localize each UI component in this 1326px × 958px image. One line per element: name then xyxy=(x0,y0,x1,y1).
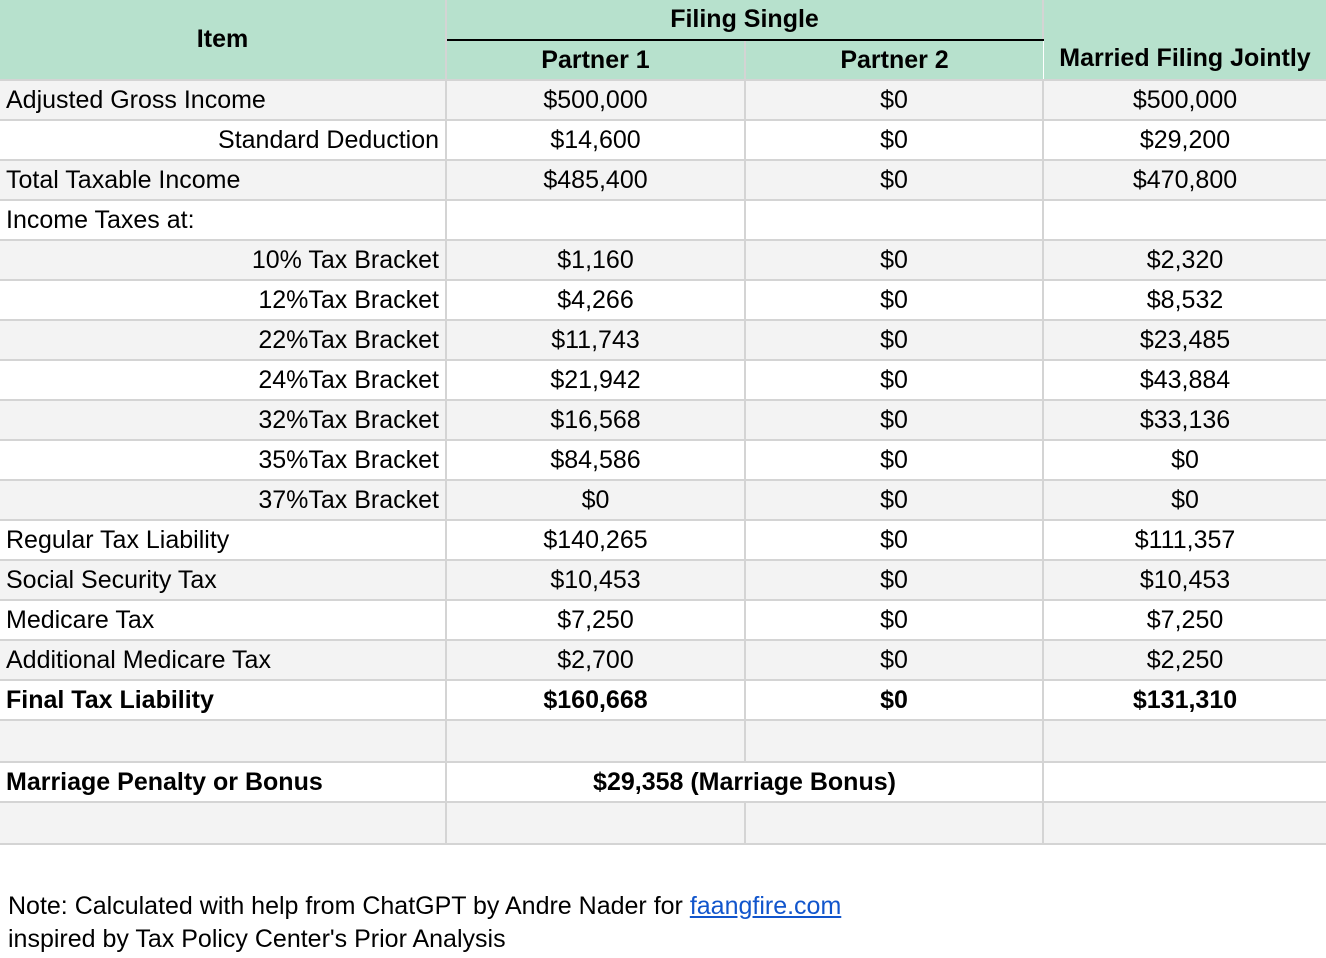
partner-1-cell[interactable]: $4,266 xyxy=(446,280,745,320)
empty-cell[interactable] xyxy=(1043,720,1326,762)
table-row xyxy=(0,280,1326,320)
partner-2-cell[interactable]: $0 xyxy=(745,240,1043,280)
marriage-penalty-label[interactable]: Marriage Penalty or Bonus xyxy=(0,762,446,802)
row-label[interactable]: 12%Tax Bracket xyxy=(0,280,446,320)
row-label[interactable]: Social Security Tax xyxy=(0,560,446,600)
table-row xyxy=(0,240,1326,280)
table-row xyxy=(0,560,1326,600)
partner-1-cell[interactable]: $2,700 xyxy=(446,640,745,680)
partner-2-cell[interactable]: $0 xyxy=(745,280,1043,320)
row-label[interactable]: Total Taxable Income xyxy=(0,160,446,200)
joint-cell[interactable]: $111,357 xyxy=(1043,520,1326,560)
partner-1-cell[interactable]: $84,586 xyxy=(446,440,745,480)
empty-cell[interactable] xyxy=(1043,802,1326,844)
row-label[interactable]: 10% Tax Bracket xyxy=(0,240,446,280)
partner-2-cell[interactable]: $0 xyxy=(745,400,1043,440)
partner-1-cell[interactable]: $14,600 xyxy=(446,120,745,160)
table-row xyxy=(0,120,1326,160)
joint-cell[interactable]: $43,884 xyxy=(1043,360,1326,400)
header-partner-1[interactable]: Partner 1 xyxy=(446,40,745,80)
table-row xyxy=(0,640,1326,680)
partner-2-cell[interactable]: $0 xyxy=(745,480,1043,520)
joint-cell[interactable]: $2,250 xyxy=(1043,640,1326,680)
joint-cell[interactable] xyxy=(1043,200,1326,240)
joint-cell[interactable]: $131,310 xyxy=(1043,680,1326,720)
empty-cell[interactable] xyxy=(745,802,1043,844)
joint-cell[interactable]: $10,453 xyxy=(1043,560,1326,600)
row-label[interactable]: 37%Tax Bracket xyxy=(0,480,446,520)
joint-cell[interactable]: $470,800 xyxy=(1043,160,1326,200)
row-label[interactable]: 22%Tax Bracket xyxy=(0,320,446,360)
table-row xyxy=(0,360,1326,400)
footnote-line-2: inspired by Tax Policy Center's Prior Analysis xyxy=(8,925,506,953)
row-label[interactable]: Regular Tax Liability xyxy=(0,520,446,560)
faangfire-link[interactable]: faangfire.com xyxy=(689,892,842,920)
marriage-penalty-value[interactable]: $29,358 (Marriage Bonus) xyxy=(446,762,1043,802)
joint-cell[interactable]: $7,250 xyxy=(1043,600,1326,640)
joint-cell[interactable]: $33,136 xyxy=(1043,400,1326,440)
row-label[interactable]: Income Taxes at: xyxy=(0,200,446,240)
row-label[interactable]: Standard Deduction xyxy=(0,120,446,160)
joint-cell[interactable]: $23,485 xyxy=(1043,320,1326,360)
header-filing-single[interactable]: Filing Single xyxy=(446,0,1043,40)
footnote xyxy=(8,890,841,956)
row-label[interactable]: 35%Tax Bracket xyxy=(0,440,446,480)
partner-2-cell[interactable]: $0 xyxy=(745,520,1043,560)
partner-1-cell[interactable]: $7,250 xyxy=(446,600,745,640)
empty-cell[interactable] xyxy=(0,802,446,844)
footnote-text: Note: Calculated with help from ChatGPT by Andre Nader for xyxy=(8,892,690,920)
partner-1-cell[interactable]: $21,942 xyxy=(446,360,745,400)
partner-2-cell[interactable]: $0 xyxy=(745,320,1043,360)
row-label[interactable]: 24%Tax Bracket xyxy=(0,360,446,400)
row-label[interactable]: Additional Medicare Tax xyxy=(0,640,446,680)
empty-cell[interactable] xyxy=(1043,762,1326,802)
partner-2-cell[interactable] xyxy=(745,200,1043,240)
table-row xyxy=(0,520,1326,560)
header-partner-2[interactable]: Partner 2 xyxy=(745,40,1043,80)
table-row xyxy=(0,480,1326,520)
table-row xyxy=(0,440,1326,480)
partner-2-cell[interactable]: $0 xyxy=(745,440,1043,480)
joint-cell[interactable]: $0 xyxy=(1043,480,1326,520)
table-row xyxy=(0,80,1326,120)
empty-cell[interactable] xyxy=(745,720,1043,762)
footnote-line-1 xyxy=(8,890,841,923)
table-row xyxy=(0,400,1326,440)
row-label[interactable]: Final Tax Liability xyxy=(0,680,446,720)
partner-1-cell[interactable]: $140,265 xyxy=(446,520,745,560)
empty-cell[interactable] xyxy=(446,802,745,844)
joint-cell[interactable]: $8,532 xyxy=(1043,280,1326,320)
partner-2-cell[interactable]: $0 xyxy=(745,600,1043,640)
table-row xyxy=(0,600,1326,640)
empty-cell[interactable] xyxy=(446,720,745,762)
partner-1-cell[interactable]: $1,160 xyxy=(446,240,745,280)
header-married-jointly[interactable]: Married Filing Jointly xyxy=(1043,0,1326,80)
partner-1-cell[interactable]: $0 xyxy=(446,480,745,520)
joint-cell[interactable]: $2,320 xyxy=(1043,240,1326,280)
empty-row xyxy=(0,720,1326,762)
partner-1-cell[interactable]: $16,568 xyxy=(446,400,745,440)
partner-2-cell[interactable]: $0 xyxy=(745,120,1043,160)
joint-cell[interactable]: $500,000 xyxy=(1043,80,1326,120)
empty-row xyxy=(0,802,1326,844)
joint-cell[interactable]: $0 xyxy=(1043,440,1326,480)
marriage-penalty-row xyxy=(0,762,1326,802)
partner-1-cell[interactable] xyxy=(446,200,745,240)
table-row xyxy=(0,320,1326,360)
partner-2-cell[interactable]: $0 xyxy=(745,640,1043,680)
row-label[interactable]: Medicare Tax xyxy=(0,600,446,640)
partner-2-cell[interactable]: $0 xyxy=(745,680,1043,720)
partner-1-cell[interactable]: $11,743 xyxy=(446,320,745,360)
partner-1-cell[interactable]: $160,668 xyxy=(446,680,745,720)
empty-cell[interactable] xyxy=(0,720,446,762)
partner-2-cell[interactable]: $0 xyxy=(745,560,1043,600)
partner-2-cell[interactable]: $0 xyxy=(745,160,1043,200)
partner-2-cell[interactable]: $0 xyxy=(745,80,1043,120)
table-row xyxy=(0,160,1326,200)
partner-1-cell[interactable]: $10,453 xyxy=(446,560,745,600)
table-row xyxy=(0,200,1326,240)
partner-1-cell[interactable]: $485,400 xyxy=(446,160,745,200)
header-item[interactable]: Item xyxy=(0,0,446,80)
row-label[interactable]: 32%Tax Bracket xyxy=(0,400,446,440)
row-label[interactable]: Adjusted Gross Income xyxy=(0,80,446,120)
partner-2-cell[interactable]: $0 xyxy=(745,360,1043,400)
table-row xyxy=(0,680,1326,720)
joint-cell[interactable]: $29,200 xyxy=(1043,120,1326,160)
partner-1-cell[interactable]: $500,000 xyxy=(446,80,745,120)
